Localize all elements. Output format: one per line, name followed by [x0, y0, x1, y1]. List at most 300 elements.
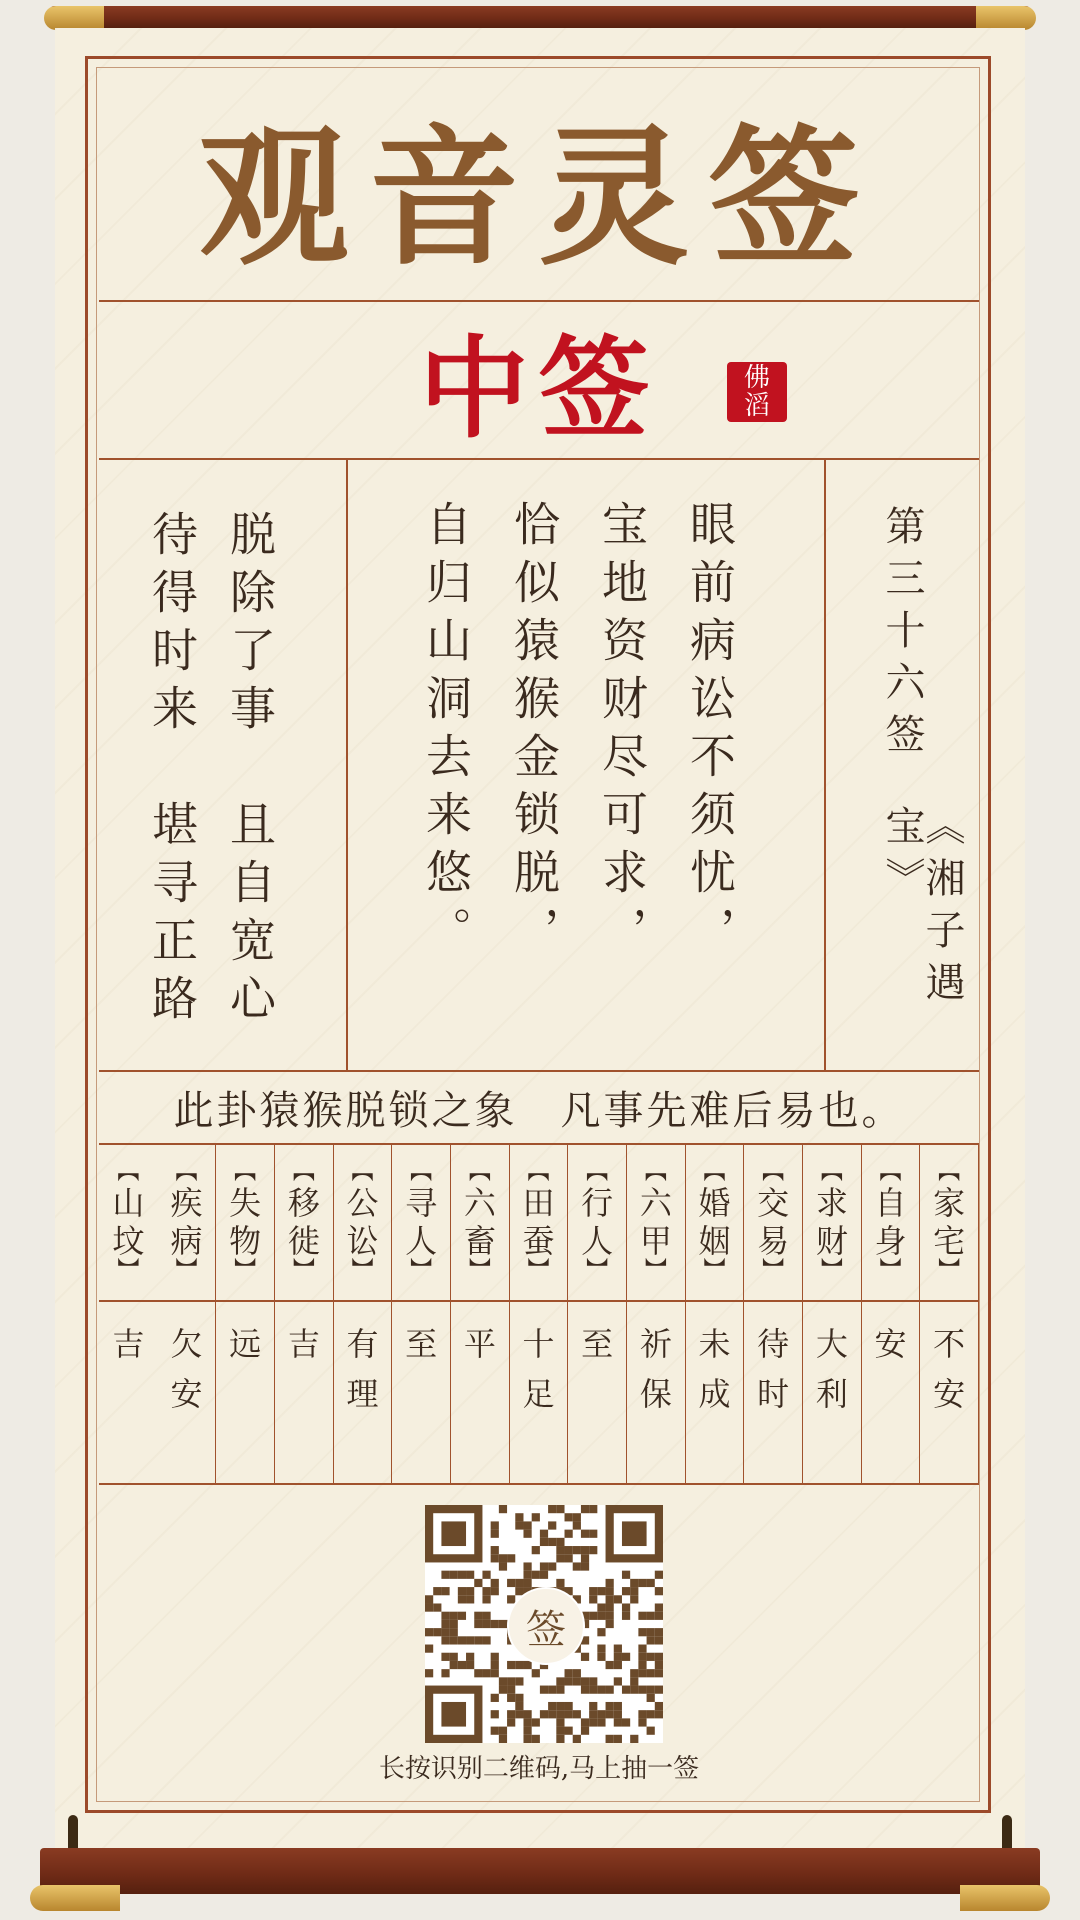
category-column [451, 1145, 510, 1483]
category-char: 行 [581, 1184, 614, 1222]
category-char: 病 [170, 1222, 203, 1260]
category-column [158, 1145, 217, 1483]
qr-module [655, 1702, 663, 1710]
qr-module [647, 1579, 655, 1587]
qr-module [499, 1677, 507, 1685]
category-char: 移 [287, 1184, 320, 1222]
qr-module [573, 1546, 581, 1554]
category-char: 六 [639, 1184, 672, 1222]
result-char: 欠 [170, 1325, 203, 1363]
bracket-top: ︻ [292, 1160, 315, 1185]
qr-module [630, 1735, 638, 1743]
result-char: 保 [639, 1375, 672, 1413]
qr-module [548, 1521, 556, 1529]
bracket-bottom: ︼ [938, 1258, 961, 1283]
qr-module [556, 1702, 564, 1710]
qr-module [515, 1521, 523, 1529]
category-column [627, 1145, 686, 1483]
qr-module [474, 1579, 482, 1587]
qr-module [647, 1694, 655, 1702]
qr-module [540, 1530, 548, 1538]
result-char: 吉 [287, 1325, 320, 1363]
qr-module [532, 1718, 540, 1726]
qr-module [532, 1735, 540, 1743]
qr-module [491, 1620, 499, 1628]
qr-module [589, 1718, 597, 1726]
qr-module [548, 1505, 556, 1513]
qr-module [573, 1677, 581, 1685]
qr-module [638, 1661, 646, 1669]
qr-module [425, 1603, 433, 1611]
qr-module [556, 1546, 564, 1554]
qr-module [573, 1513, 581, 1521]
qr-module [425, 1628, 433, 1636]
category-label [216, 1145, 274, 1299]
qr-module [622, 1587, 630, 1595]
qr-module [466, 1571, 474, 1579]
qr-module [606, 1587, 614, 1595]
qr-module [482, 1620, 490, 1628]
qr-module [482, 1612, 490, 1620]
qr-module [499, 1505, 507, 1513]
result-char: 至 [581, 1325, 614, 1363]
scroll-bottom-rod [40, 1848, 1040, 1894]
story-title: 《湘子遇宝》 [879, 805, 965, 1013]
result-char: 至 [405, 1325, 438, 1363]
qr-module [565, 1554, 573, 1562]
qr-module [458, 1636, 466, 1644]
qr-module [614, 1710, 622, 1718]
qr-module [482, 1669, 490, 1677]
category-column [510, 1145, 569, 1483]
category-column [744, 1145, 803, 1483]
qr-module [597, 1686, 605, 1694]
qr-module [433, 1603, 441, 1611]
category-label [920, 1145, 978, 1299]
bracket-top: ︻ [410, 1160, 433, 1185]
seal-text [727, 364, 787, 420]
category-char: 甲 [639, 1222, 672, 1260]
category-char: 徙 [287, 1222, 320, 1260]
qr-module [556, 1677, 564, 1685]
qr-module [565, 1513, 573, 1521]
qr-module [441, 1653, 449, 1661]
result-char: 未 [698, 1325, 731, 1363]
category-result [744, 1305, 802, 1419]
qr-module [499, 1735, 507, 1743]
qr-module [491, 1530, 499, 1538]
category-label [392, 1145, 450, 1299]
category-label [451, 1145, 509, 1299]
qr-module [581, 1505, 589, 1513]
qr-module [630, 1669, 638, 1677]
qr-module [581, 1554, 589, 1562]
qr-module [450, 1620, 458, 1628]
qr-module [606, 1686, 614, 1694]
qr-module [573, 1735, 581, 1743]
bracket-bottom: ︼ [820, 1258, 843, 1283]
qr-module [581, 1530, 589, 1538]
category-label [744, 1145, 802, 1299]
result-char: 利 [815, 1375, 848, 1413]
qr-module [597, 1612, 605, 1620]
result-char: 祈 [639, 1325, 672, 1363]
bracket-top: ︻ [468, 1160, 491, 1185]
poem-line-1: 眼前病讼不须忧， [683, 500, 737, 964]
qr-module [655, 1710, 663, 1718]
qr-module [630, 1579, 638, 1587]
result-char: 待 [757, 1325, 790, 1363]
qr-module [581, 1718, 589, 1726]
summary-text: 此卦猿猴脱锁之象 凡事先难后易也。 [173, 1087, 905, 1134]
qr-module [523, 1735, 531, 1743]
category-char: 婚 [698, 1184, 731, 1222]
result-char: 理 [346, 1375, 379, 1413]
category-char: 坟 [112, 1222, 145, 1260]
category-char: 失 [229, 1184, 262, 1222]
poem-line-2: 宝地资财尽可求， [595, 500, 649, 964]
qr-module [597, 1587, 605, 1595]
bracket-top: ︻ [527, 1160, 550, 1185]
bracket-top: ︻ [117, 1160, 140, 1185]
qr-module [622, 1686, 630, 1694]
qr-module [523, 1562, 531, 1570]
poem-line-4: 自归山洞去来悠。 [419, 500, 473, 964]
qr-module [573, 1669, 581, 1677]
qr-module [606, 1661, 614, 1669]
qr-module [655, 1628, 663, 1636]
rod-end-ornament [44, 6, 104, 30]
qr-module [491, 1653, 499, 1661]
bracket-top: ︻ [234, 1160, 257, 1185]
qr-module [589, 1677, 597, 1685]
result-char: 安 [170, 1375, 203, 1413]
poem-line-3: 恰似猿猴金锁脱， [507, 500, 561, 964]
qr-module [540, 1571, 548, 1579]
bracket-top: ︻ [762, 1160, 785, 1185]
qr-module [499, 1686, 507, 1694]
category-char: 人 [405, 1222, 438, 1260]
page-title: 观音灵签 [198, 110, 879, 286]
category-column [334, 1145, 393, 1483]
qr-module [507, 1686, 515, 1694]
qr-module [523, 1710, 531, 1718]
qr-module [507, 1677, 515, 1685]
rod-end-ornament [976, 6, 1036, 30]
qr-module [532, 1513, 540, 1521]
category-result [568, 1305, 626, 1369]
qr-module [655, 1669, 663, 1677]
qr-caption: 长按识别二维码,马上抽一签 [378, 1754, 700, 1784]
qr-module [614, 1718, 622, 1726]
qr-module [523, 1579, 531, 1587]
poem-section [99, 460, 979, 1070]
category-result [334, 1305, 392, 1419]
result-char: 成 [698, 1375, 731, 1413]
qr-module [638, 1653, 646, 1661]
qr-module [655, 1571, 663, 1579]
qr-module [499, 1727, 507, 1735]
qr-module [597, 1645, 605, 1653]
qr-module [565, 1677, 573, 1685]
qr-module [433, 1628, 441, 1636]
qr-module [507, 1554, 515, 1562]
qr-module [466, 1636, 474, 1644]
qr-module [433, 1587, 441, 1595]
qr-module [515, 1661, 523, 1669]
bracket-top: ︻ [175, 1160, 198, 1185]
bracket-bottom: ︼ [762, 1258, 785, 1283]
qr-module [450, 1661, 458, 1669]
category-column [275, 1145, 334, 1483]
qr-module [548, 1702, 556, 1710]
category-label [862, 1145, 920, 1299]
qr-module [474, 1620, 482, 1628]
qr-module [515, 1702, 523, 1710]
qr-module [606, 1735, 614, 1743]
result-char: 足 [522, 1375, 555, 1413]
qr-module [491, 1521, 499, 1529]
result-char: 吉 [112, 1325, 145, 1363]
qr-module [523, 1727, 531, 1735]
qr-module [523, 1571, 531, 1579]
qr-module [565, 1546, 573, 1554]
category-char: 公 [346, 1184, 379, 1222]
category-char: 物 [229, 1222, 262, 1260]
qr-module [581, 1653, 589, 1661]
qr-module [491, 1710, 499, 1718]
qr-module [573, 1562, 581, 1570]
qr-module [548, 1710, 556, 1718]
category-column [216, 1145, 275, 1483]
qr-module [441, 1587, 449, 1595]
qr-module [614, 1677, 622, 1685]
qr-module [540, 1538, 548, 1546]
category-result [510, 1305, 568, 1419]
category-char: 六 [463, 1184, 496, 1222]
qr-module [482, 1595, 490, 1603]
category-char: 家 [933, 1184, 966, 1222]
category-char: 寻 [405, 1184, 438, 1222]
qr-module [647, 1686, 655, 1694]
qr-module [523, 1718, 531, 1726]
qr-module [622, 1612, 630, 1620]
red-seal-stamp [727, 362, 787, 422]
qr-module [638, 1669, 646, 1677]
qr-module [622, 1718, 630, 1726]
qr-module [647, 1636, 655, 1644]
qr-module [458, 1587, 466, 1595]
qr-module [581, 1546, 589, 1554]
qr-module [622, 1603, 630, 1611]
qr-module [589, 1587, 597, 1595]
result-char: 大 [815, 1325, 848, 1363]
category-column [686, 1145, 745, 1483]
qr-module [491, 1587, 499, 1595]
qr-module [597, 1628, 605, 1636]
qr-module [606, 1579, 614, 1587]
category-char: 交 [757, 1184, 790, 1222]
qr-module [532, 1546, 540, 1554]
qr-module [647, 1653, 655, 1661]
qr-module [606, 1595, 614, 1603]
category-result [862, 1305, 920, 1369]
qr-module [556, 1579, 564, 1587]
qr-module [565, 1530, 573, 1538]
qr-module [556, 1735, 564, 1743]
qr-module [532, 1669, 540, 1677]
qr-module [614, 1702, 622, 1710]
qr-module [556, 1686, 564, 1694]
qr-module [466, 1661, 474, 1669]
qr-module [441, 1702, 466, 1727]
category-char: 人 [581, 1222, 614, 1260]
qr-module [614, 1645, 622, 1653]
qr-module [507, 1710, 515, 1718]
category-column [803, 1145, 862, 1483]
category-grid [99, 1145, 979, 1483]
qr-module [630, 1677, 638, 1685]
qr-module [630, 1595, 638, 1603]
qr-module [507, 1661, 515, 1669]
category-label [627, 1145, 685, 1299]
qr-module [523, 1521, 531, 1529]
qr-module [606, 1710, 614, 1718]
qr-module [638, 1645, 646, 1653]
divider [346, 460, 348, 1070]
bracket-top: ︻ [938, 1160, 961, 1185]
qr-module [565, 1669, 573, 1677]
qr-module [655, 1587, 663, 1595]
category-char: 山 [112, 1184, 145, 1222]
qr-module [425, 1595, 433, 1603]
qr-module [540, 1686, 548, 1694]
qr-module [466, 1587, 474, 1595]
qr-module [441, 1620, 449, 1628]
bracket-bottom: ︼ [879, 1258, 902, 1283]
category-char: 求 [815, 1184, 848, 1222]
qr-module [655, 1653, 663, 1661]
bracket-bottom: ︼ [644, 1258, 667, 1283]
qr-module [589, 1686, 597, 1694]
qr-module [573, 1521, 581, 1529]
qr-module [441, 1521, 466, 1546]
category-char: 田 [522, 1184, 555, 1222]
scroll-top-rod [50, 6, 1030, 28]
qr-module [556, 1554, 564, 1562]
qr-module [655, 1661, 663, 1669]
qr-module [647, 1669, 655, 1677]
qr-module [540, 1710, 548, 1718]
qr-module [589, 1612, 597, 1620]
seal-char: 滔 [743, 391, 770, 421]
qr-module [622, 1653, 630, 1661]
bracket-top: ︻ [644, 1160, 667, 1185]
result-char: 不 [933, 1325, 966, 1363]
qr-module [573, 1710, 581, 1718]
qr-module [515, 1513, 523, 1521]
category-char: 易 [757, 1222, 790, 1260]
qr-module [581, 1686, 589, 1694]
result-char: 时 [757, 1375, 790, 1413]
qr-module [466, 1595, 474, 1603]
bracket-bottom: ︼ [527, 1258, 550, 1283]
result-char: 十 [522, 1325, 555, 1363]
bracket-bottom: ︼ [175, 1258, 198, 1283]
qr-module [491, 1554, 499, 1562]
qr-module [614, 1595, 622, 1603]
category-label [803, 1145, 861, 1299]
bracket-top: ︻ [703, 1160, 726, 1185]
divider [99, 1483, 979, 1485]
qr-module [622, 1521, 647, 1546]
qr-center-text: 签 [526, 1606, 566, 1653]
qr-module [474, 1636, 482, 1644]
qr-module [581, 1727, 589, 1735]
bracket-bottom: ︼ [586, 1258, 609, 1283]
qr-module [606, 1612, 614, 1620]
qr-module [565, 1710, 573, 1718]
category-result [216, 1305, 274, 1369]
qr-module [540, 1562, 548, 1570]
qr-module [622, 1571, 630, 1579]
qr-module [655, 1686, 663, 1694]
qr-module [581, 1677, 589, 1685]
qr-module [565, 1727, 573, 1735]
qr-module [450, 1628, 458, 1636]
category-char: 财 [815, 1222, 848, 1260]
qr-module [614, 1653, 622, 1661]
qr-module [499, 1562, 507, 1570]
qr-module [532, 1571, 540, 1579]
category-result [451, 1305, 509, 1369]
qr-module [597, 1718, 605, 1726]
qr-module [491, 1669, 499, 1677]
qr-module [507, 1579, 515, 1587]
category-char: 疾 [170, 1184, 203, 1222]
qr-module [589, 1702, 597, 1710]
category-column [862, 1145, 921, 1483]
qr-module [589, 1505, 597, 1513]
qr-module [425, 1669, 433, 1677]
qr-module [638, 1612, 646, 1620]
qr-module [655, 1636, 663, 1644]
category-result [920, 1305, 978, 1419]
bracket-bottom: ︼ [468, 1258, 491, 1283]
qr-module [499, 1620, 507, 1628]
category-column [920, 1145, 979, 1483]
category-result [392, 1305, 450, 1369]
qr-module [450, 1636, 458, 1644]
qr-module [606, 1620, 614, 1628]
rod-end-ornament [30, 1885, 120, 1911]
qr-module [507, 1694, 515, 1702]
qr-module [458, 1571, 466, 1579]
category-label [99, 1145, 158, 1299]
qr-module [647, 1710, 655, 1718]
qr-module [638, 1686, 646, 1694]
qr-module [474, 1669, 482, 1677]
qr-module [458, 1595, 466, 1603]
bracket-bottom: ︼ [117, 1258, 140, 1283]
qr-module [491, 1579, 499, 1587]
qr-module [655, 1603, 663, 1611]
category-label [334, 1145, 392, 1299]
qr-module [556, 1505, 564, 1513]
category-column [99, 1145, 158, 1483]
category-char: 姻 [698, 1222, 731, 1260]
qr-module [474, 1612, 482, 1620]
